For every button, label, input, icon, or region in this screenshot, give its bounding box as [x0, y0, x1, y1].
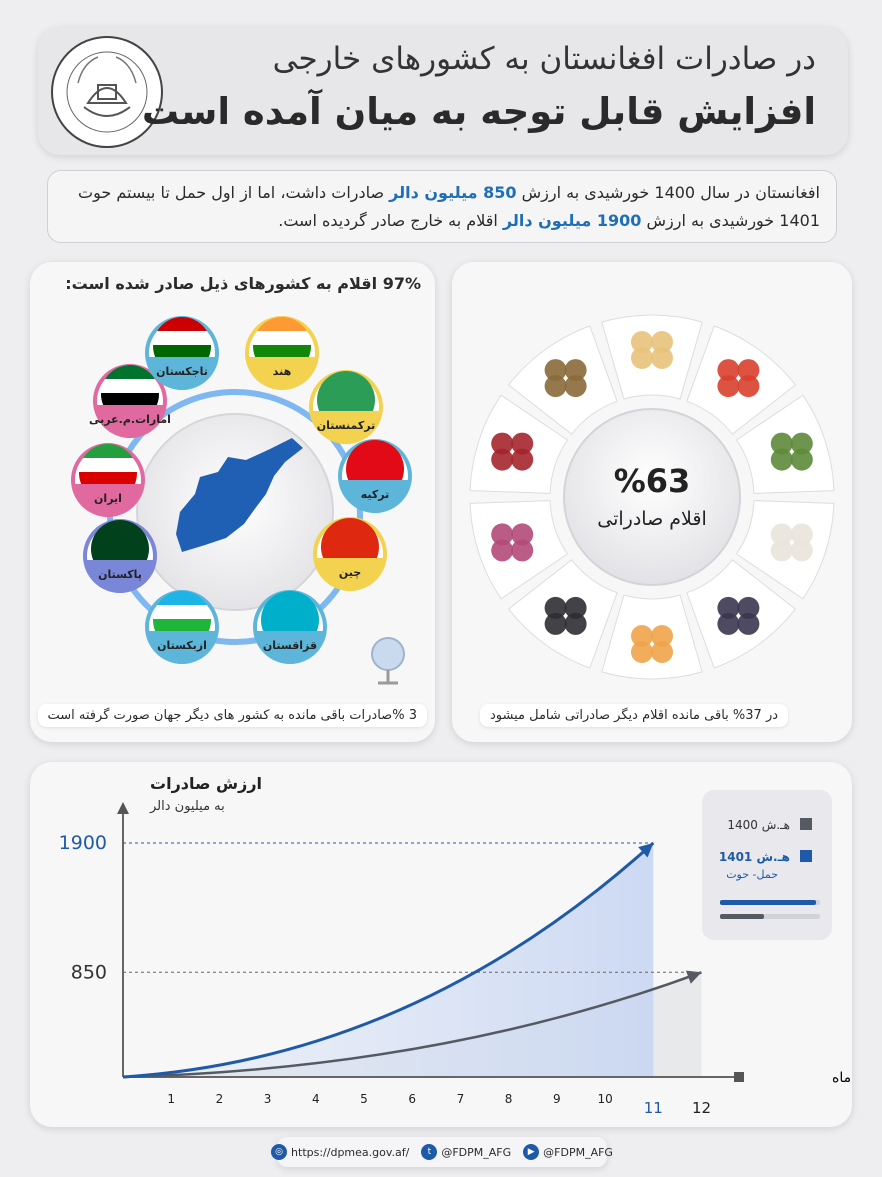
legend-swatch-1400 [800, 818, 812, 830]
country-badge-tajikistan [145, 316, 219, 390]
website-text: https://dpmea.gov.af/ [291, 1145, 410, 1159]
legend-bar-1400 [720, 914, 764, 919]
x-tick-label: 6 [408, 1092, 417, 1106]
x-tick-label: 10 [597, 1092, 613, 1106]
legend-sublabel-1401: حمل- حوت [726, 868, 778, 881]
turkey-flag-icon [343, 440, 407, 482]
countries-title: 97% اقلام به کشورهای ذیل صادر شده است: [65, 274, 421, 293]
x-tick-label: 4 [311, 1092, 320, 1106]
country-label: امارات.م.عربی [89, 413, 171, 426]
x-tick-label: 8 [504, 1092, 513, 1106]
x-tick-label: 12 [691, 1099, 712, 1117]
country-badge-iran [71, 443, 145, 517]
country-label: چین [338, 566, 362, 579]
title-line-2: افزایش قابل توجه به میان آمده است [141, 90, 816, 133]
country-label: ازبکستان [157, 639, 207, 652]
exports-chart [30, 762, 852, 1127]
intro-paragraph [47, 170, 837, 243]
legend-label-1400: 1400 هـ.ش [727, 818, 790, 832]
products-share-value: %63 [613, 462, 691, 500]
title-line-1: در صادرات افغانستان به کشورهای خارجی [272, 41, 816, 77]
chart-subtitle: به میلیون دالر [150, 799, 225, 814]
y-tick-label: 850 [70, 961, 107, 984]
country-label: هند [272, 365, 292, 378]
turkmenistan-flag-icon [314, 371, 378, 413]
intro-text-1: افغانستان در سال 1400 خورشیدی به ارزش [516, 183, 820, 202]
country-label: قزاقستان [262, 639, 318, 652]
legend-label-1401: 1401 هـ.ش [718, 850, 790, 864]
countries-panel [30, 262, 435, 742]
x-tick-label: 9 [552, 1092, 561, 1106]
x-tick-label: 1 [167, 1092, 176, 1106]
youtube-icon: ▶ [523, 1144, 539, 1160]
country-badge-pakistan [83, 519, 157, 593]
x-axis-end-icon [734, 1072, 744, 1082]
countries-ring [30, 262, 435, 742]
web-icon: ◎ [271, 1144, 287, 1160]
intro-text-3: اقلام به خارج صادر گردیده است. [278, 211, 503, 230]
x-tick-label: 5 [360, 1092, 368, 1106]
legend-bar-1401 [720, 900, 816, 905]
series-1401-area [123, 843, 653, 1077]
country-label: پاکستان [98, 568, 142, 581]
country-badge-turkmenistan [309, 370, 383, 444]
y-axis-arrow-icon [117, 802, 129, 814]
x-axis-label: ماه [832, 1070, 852, 1086]
x-tick-label: 7 [456, 1092, 465, 1106]
apricots-image [602, 595, 702, 679]
products-share-label: اقلام صادراتی [597, 508, 707, 530]
intro-text-2: صادرات داشت، اما از اول حمل تا بیستم حوت 1401 خورشیدی به ارزش [78, 183, 820, 230]
country-label: ترکیه [360, 488, 390, 501]
products-ring [452, 262, 852, 742]
y-tick-label: 1900 [58, 832, 107, 854]
x-tick-label: 11 [643, 1099, 663, 1117]
x-tick-label: 2 [215, 1092, 224, 1106]
country-label: تاجکستان [156, 365, 208, 378]
tajikistan-flag-icon [150, 317, 214, 359]
website-link[interactable] [271, 1144, 409, 1160]
intro-value-2: 1900 میلیون دالر [502, 211, 642, 230]
country-badge-china [313, 517, 387, 591]
country-badge-india [245, 316, 319, 390]
exports-chart-panel [30, 762, 852, 1127]
twitter-link[interactable] [421, 1144, 511, 1160]
country-badge-turkey [338, 439, 412, 513]
legend-swatch-1401 [800, 850, 812, 862]
intro-value-1: 850 میلیون دالر [389, 183, 517, 202]
x-tick-label: 3 [263, 1092, 272, 1106]
country-badge-uzbekistan [145, 590, 219, 664]
country-badge-kazakhstan [253, 590, 327, 664]
india-flag-icon [250, 317, 314, 359]
countries-footnote: 3 %صادرات باقی مانده به کشور های دیگر جهان صورت گرفته است [38, 704, 427, 727]
products-footnote: در 37% باقی مانده اقلام دیگر صادراتی شامل میشود [480, 704, 788, 727]
chart-legend [702, 790, 832, 940]
twitter-text: @FDPM_AFG [441, 1145, 512, 1159]
country-label: ایران [94, 492, 122, 505]
country-label: ترکمنستان [316, 419, 376, 432]
header-banner [38, 27, 848, 155]
pine-nuts-image [602, 315, 702, 399]
twitter-icon: t [421, 1144, 437, 1160]
footer-links [275, 1137, 613, 1167]
chart-title: ارزش صادرات [150, 774, 263, 793]
products-panel [452, 262, 852, 742]
youtube-text: @FDPM_AFG [543, 1145, 613, 1159]
globe-icon [372, 638, 404, 683]
youtube-link[interactable] [523, 1144, 613, 1160]
